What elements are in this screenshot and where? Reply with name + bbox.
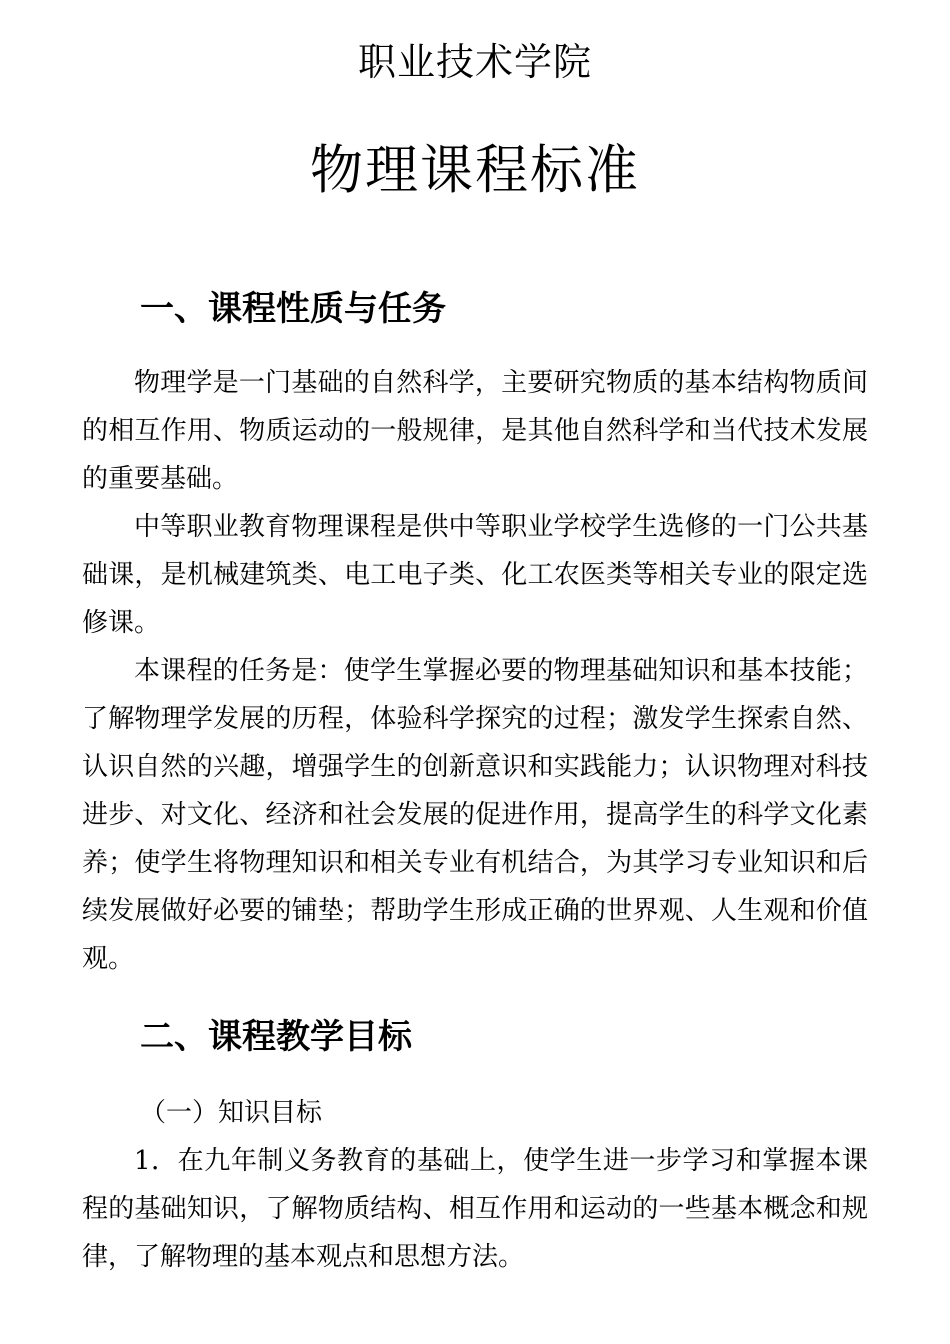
paragraph-physics-definition: 物理学是一门基础的自然科学，主要研究物质的基本结构物质间的相互作用、物质运动的一般规律，是其他自然科学和当代技术发展的重要基础。 <box>82 368 868 494</box>
school-name: 职业技术学院 <box>357 40 592 84</box>
paragraph-knowledge-goal-1: 1．在九年制义务教育的基础上，使学生进一步学习和掌握本课程的基础知识，了解物质结构、相互作用和运动的一些基本概念和规律，了解物理的基本观点和思想方法。 <box>82 1146 868 1272</box>
subheading-knowledge-goals: （一）知识目标 <box>140 1098 323 1128</box>
paragraph-course-tasks: 本课程的任务是：使学生掌握必要的物理基础知识和基本技能；了解物理学发展的历程，体验科学探究的过程；激发学生探索自然、认识自然的兴趣，增强学生的创新意识和实践能力；认识物理对科技进步、对文化、经济和社会发展的促进作用，提高学生的科学文化素养；使学生将物理知识和相关专业有机结合，为其学习专业知识和后续发展做好必要的铺垫；帮助学生形成正确的世界观、人生观和价值观。 <box>82 656 868 974</box>
paragraph-course-status: 中等职业教育物理课程是供中等职业学校学生选修的一门公共基础课，是机械建筑类、电工电子类、化工农医类等相关专业的限定选修课。 <box>82 512 868 638</box>
document-title: 物理课程标准 <box>310 140 640 201</box>
section-heading-nature-tasks: 一、课程性质与任务 <box>140 289 446 329</box>
section-heading-teaching-goals: 二、课程教学目标 <box>140 1017 412 1057</box>
